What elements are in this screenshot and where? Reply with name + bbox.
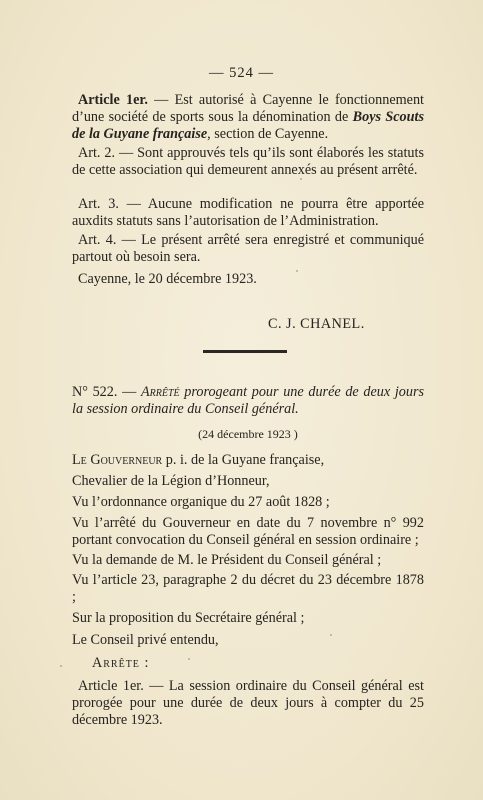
paper-speck [60,665,62,667]
article-1-final-label: Article 1er. [78,678,144,694]
article-1-final-text: — La session ordinaire du Conseil général est prorogée pour une durée de deux jours à compter du 25 décembre 1923. [72,678,424,728]
proposition-line: Sur la proposition du Secrétaire général ; [72,610,305,626]
vu-arrete: Vu l’arrêté du Gouverneur en date du 7 novembre n° 992 portant convocation du Conseil général en session ordinaire ; [72,515,424,548]
article-1-italic: Boys Scouts de la Guyane française [72,109,424,142]
article-1-paragraph [72,92,424,143]
arrete-title-text: prorogeant pour une durée de deux jours la session ordinaire du Conseil général. [72,384,425,417]
article-2-text: — Sont approuvés tels qu’ils sont élaborés les statuts de cette association qui demeurent annexés au présent arrêté. [72,145,424,178]
arrete-heading: Arrête : [92,655,150,671]
vu-article: Vu l’article 23, paragraphe 2 du décret du 23 décembre 1878 ; [72,572,424,605]
article-2-label: Art. 2. [78,145,116,161]
chevalier-line: Chevalier de la Légion d’Honneur, [72,473,270,489]
paper-speck [330,634,332,636]
vu-demande: Vu la demande de M. le Président du Conseil général ; [72,552,382,568]
vu-ordonnance: Vu l’ordonnance organique du 27 août 1828 ; [72,494,330,510]
gouverneur-label: Le Gouverneur [72,452,163,468]
article-4-paragraph [72,232,424,266]
article-3-label: Art. 3. [78,196,119,212]
arrete-date: (24 décembre 1923 ) [198,427,298,441]
article-1-text: — Est autorisé à Cayenne le fonctionnement d’une société de sports sous la dénomination de [72,92,424,125]
arrete-522-title: N° 522. — Arrêté prorogeant pour une durée de deux jours la session ordinaire du Conseil général. [72,384,425,417]
article-2-paragraph [72,145,424,179]
article-3-paragraph [72,196,424,230]
section-separator [203,350,287,353]
article-1-final-paragraph [72,678,424,729]
article-1-label: Article 1er. [78,92,148,108]
article-3-text: — Aucune modification ne pourra être apportée auxdits statuts sans l’autorisation de l’Administration. [72,196,424,229]
arrete-title-label: Arrêté [140,384,180,400]
article-4-text: — Le présent arrêté sera enregistré et communiqué partout où besoin sera. [72,232,424,265]
paper-speck [296,270,298,272]
signature: C. J. CHANEL. [268,316,365,332]
place-date: Cayenne, le 20 décembre 1923. [78,271,257,287]
arrete-number: N° 522. [72,384,118,400]
paper-speck [300,178,302,180]
gouverneur-line: Le Gouverneur p. i. de la Guyane française, [72,452,325,468]
article-1-text-end: , section de Cayenne. [207,126,329,142]
conseil-line: Le Conseil privé entendu, [72,632,219,648]
page-number: — 524 — [209,65,274,81]
article-4-label: Art. 4. [78,232,117,248]
paper-speck [188,658,190,660]
